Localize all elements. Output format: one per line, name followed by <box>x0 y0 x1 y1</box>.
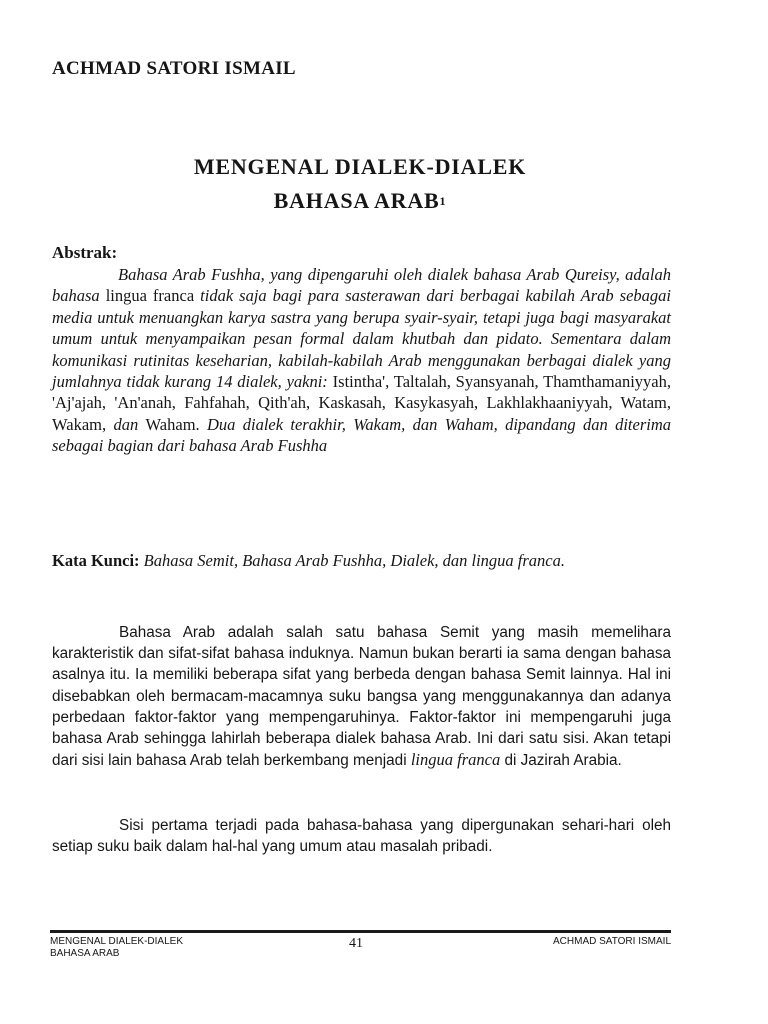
abstract-seg-5: dan <box>106 414 146 434</box>
title-line-1: MENGENAL DIALEK-DIALEK <box>193 154 527 179</box>
body-p1-seg-b: lingua franca <box>410 750 501 770</box>
article-title <box>0 150 720 218</box>
title-footnote-mark: 1 <box>439 194 447 208</box>
keywords <box>52 550 671 572</box>
keywords-label: Kata Kunci: <box>52 551 140 570</box>
body-paragraph-2: Sisi pertama terjadi pada bahasa-bahasa yang dipergunakan sehari-hari oleh setiap suku baik dalam hal-hal yang umum atau masalah pribadi. <box>52 817 671 856</box>
footer-running-title <box>50 936 183 960</box>
body-p1-seg-c: di Jazirah Arabia. <box>500 752 622 770</box>
title-line-2: BAHASA ARAB <box>273 188 440 213</box>
page-number: 41 <box>349 936 363 951</box>
footer-author: ACHMAD SATORI ISMAIL <box>553 936 671 947</box>
abstract-seg-7: Dua dialek terakhir, Wakam, dan Waham, dipandang dan diterima sebagai bagian dari bahasa Arab Fushha <box>52 414 671 456</box>
keywords-text: Bahasa Semit, Bahasa Arab Fushha, Dialek, dan lingua franca. <box>139 551 566 570</box>
abstract-seg-3: tidak saja bagi para sasterawan dari berbagai kabilah Arab sebagai media untuk menuangkan karya sastra yang berupa syair-syair, tetapi juga bagi masyarakat umum untuk menyampaikan pesan formal dalam khutbah dan pidato. Sementara dalam komunikasi rutinitas keseharian, kabilah-kabilah Arab menggunakan berbagai dialek yang jumlahnya tidak kurang 14 dialek, yakni: <box>52 286 672 392</box>
abstract-label: Abstrak: <box>52 243 118 262</box>
footer-rule <box>50 930 671 933</box>
abstract-seg-2: lingua franca <box>105 286 195 306</box>
body-paragraph-1 <box>52 622 671 771</box>
abstract-seg-1: Bahasa Arab Fushha, yang dipengaruhi oleh dialek bahasa Arab Qureisy, adalah bahasa <box>52 265 671 306</box>
footer-left-line-2: BAHASA ARAB <box>50 948 120 959</box>
abstract-text <box>52 264 671 457</box>
author-heading: ACHMAD SATORI ISMAIL <box>52 58 296 79</box>
footer-left-line-1: MENGENAL DIALEK-DIALEK <box>50 936 184 947</box>
abstract-seg-6: Waham. <box>145 414 200 434</box>
body-p1-seg-a: Bahasa Arab adalah salah satu bahasa Semit yang masih memelihara karakteristik dan sifat-sifat bahasa induknya. Namun bukan berarti ia sama dengan bahasa asalnya itu. Ia memiliki beberapa sifat yang berbeda dengan bahasa Semit lainnya. Hal ini disebabkan oleh bermacam-macamnya suku bangsa yang menggunakannya dan adanya perbedaan faktor-faktor yang mempengaruhinya. Faktor-faktor ini mempengaruhi juga bahasa Arab sehingga lahirlah beberapa dialek bahasa Arab. Ini dari satu sisi. Akan tetapi dari sisi lain bahasa Arab telah berkembang menjadi <box>52 624 671 770</box>
abstract-seg-4: Istintha', Taltalah, Syansyanah, Thamthamaniyyah, 'Aj'ajah, 'An'anah, Fahfahah, Qith'ah, Kaskasah, Kasykasyah, Lakhlakhaaniyyah, Watam, Wakam, <box>52 372 671 434</box>
